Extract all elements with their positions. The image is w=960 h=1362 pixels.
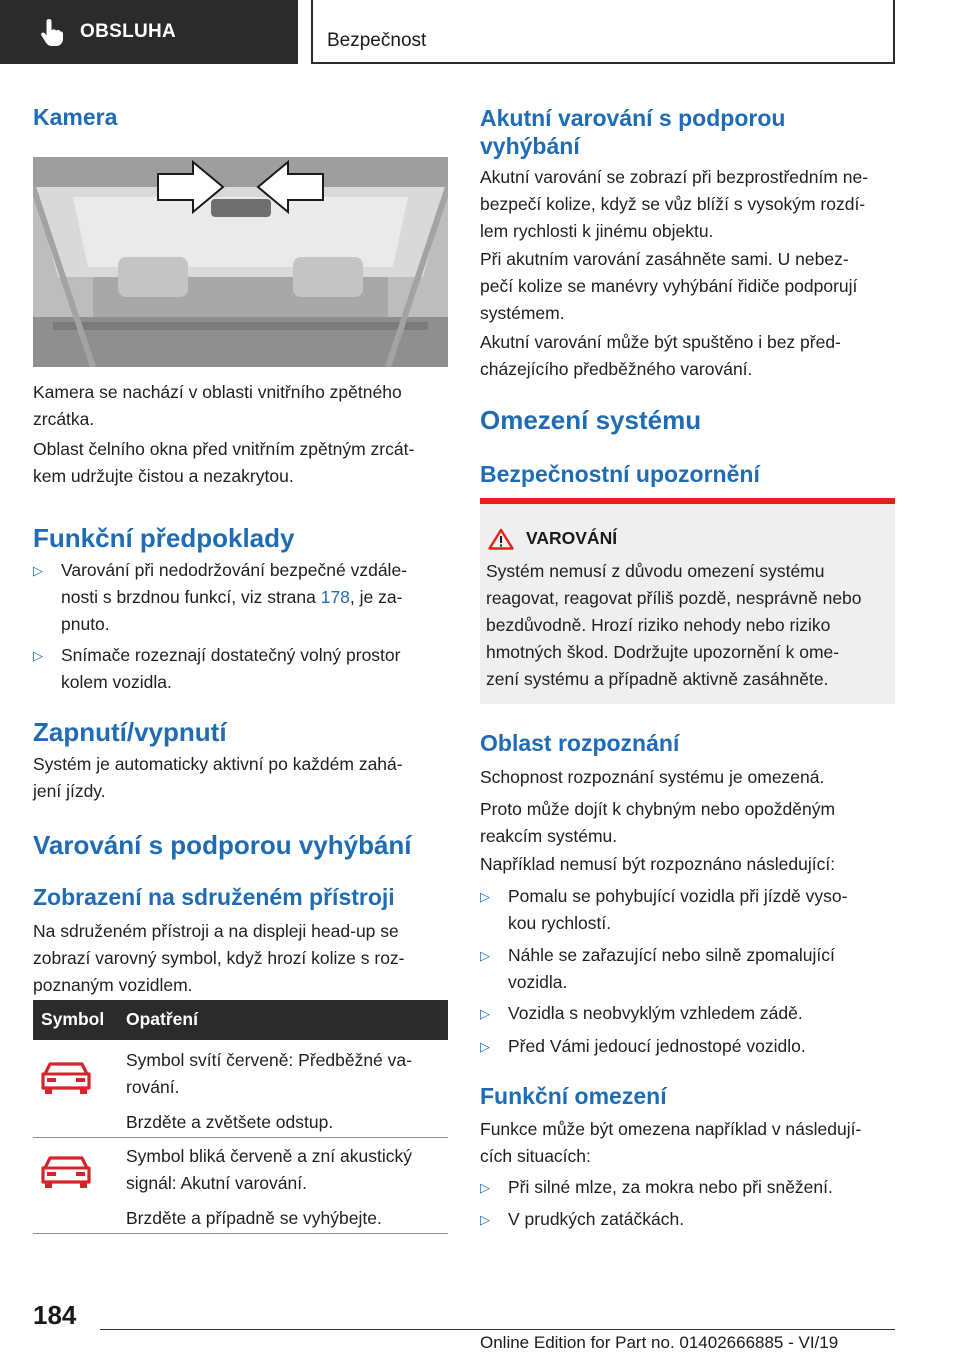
- list-item: [480, 1174, 895, 1201]
- warning-triangle-icon: [488, 528, 514, 550]
- triangle-bullet-icon: ▷: [33, 563, 43, 578]
- column-header-symbol: Symbol: [41, 1009, 105, 1029]
- detection-area-heading: Oblast rozpoznání: [480, 730, 680, 756]
- list-item: [480, 883, 895, 937]
- text-line: Snímače rozeznají dostatečný volný prostor: [61, 645, 401, 665]
- text-line: reakcím systému.: [480, 826, 618, 846]
- text-line: Kamera se nachází v oblasti vnitřního zpětného: [33, 382, 402, 402]
- list-item: [480, 1033, 895, 1060]
- text-line: zení systému a případně aktivně zasáhněte.: [486, 669, 829, 689]
- text-line: V prudkých zatáčkách.: [508, 1209, 685, 1229]
- text-line: Varování při nedodržování bezpečné vzdále-: [61, 560, 408, 580]
- text-line: kem udržujte čistou a nezakrytou.: [33, 466, 294, 486]
- column-header-action: Opatření: [126, 1009, 198, 1029]
- function-limits-heading: Funkční omezení: [480, 1083, 667, 1109]
- detection-paragraph-3: Například nemusí být rozpoznáno následující:: [480, 854, 836, 874]
- header-section-tab: [0, 0, 298, 64]
- text-line: vozidla.: [508, 972, 568, 992]
- triangle-bullet-icon: ▷: [480, 1180, 490, 1195]
- display-paragraph: [33, 918, 448, 999]
- text-line: poznaným vozidlem.: [33, 975, 193, 995]
- text-line: hmotných škod. Dodržujte upozornění k ome-: [486, 642, 840, 662]
- text-line: Na sdruženém přístroji a na displeji head-up se: [33, 921, 399, 941]
- page-number: 184: [33, 1300, 77, 1330]
- list-item: [480, 942, 895, 996]
- text-line: lem rychlosti k jinému objektu.: [480, 221, 714, 241]
- text-line: cházejícího předběžného varování.: [480, 359, 753, 379]
- text-line: zobrazí varovný symbol, když hrozí kolize s roz-: [33, 948, 405, 968]
- triangle-bullet-icon: ▷: [480, 948, 490, 963]
- display-heading: Zobrazení na sdruženém přístroji: [33, 884, 395, 910]
- text-line: jení jízdy.: [33, 781, 106, 801]
- acute-paragraph-2: [480, 246, 895, 327]
- text-line: Akutní varování může být spuštěno i bez před-: [480, 332, 841, 352]
- detection-paragraph-2: [480, 796, 895, 850]
- text-line: Náhle se zařazující nebo silně zpomalující: [508, 945, 835, 965]
- text-line: cích situacích:: [480, 1146, 591, 1166]
- text-line: Symbol bliká červeně a zní akustický: [126, 1146, 412, 1166]
- text-line: reagovat, reagovat příliš pozdě, nesprávně nebo: [486, 588, 862, 608]
- text-line: Symbol svítí červeně: Předběžné va-: [126, 1050, 412, 1070]
- text-line: Proto může dojít k chybným nebo opožděným: [480, 799, 836, 819]
- car-warning-icon: [40, 1058, 92, 1096]
- page-link[interactable]: 178: [320, 587, 350, 607]
- text-line: Při silné mlze, za mokra nebo při sněžení.: [508, 1177, 833, 1197]
- text-line: zrcátka.: [33, 409, 95, 429]
- camera-heading: Kamera: [33, 104, 118, 130]
- warning-title: VAROVÁNÍ: [526, 528, 618, 548]
- camera-paragraph-2: [33, 436, 448, 490]
- text-line: Brzděte a zvětšete odstup.: [126, 1112, 334, 1132]
- list-item: [480, 1000, 895, 1027]
- edition-footer: Online Edition for Part no. 01402666885 - VI/19: [480, 1333, 839, 1352]
- text-line: Pomalu se pohybující vozidla při jízdě vyso-: [508, 886, 848, 906]
- footer-divider: [100, 1329, 895, 1330]
- text-fragment: , je za-: [349, 587, 403, 607]
- acute-paragraph-3: [480, 329, 895, 383]
- text-line: [61, 584, 407, 611]
- text-line: Akutní varování se zobrazí při bezprostředním ne-: [480, 167, 869, 187]
- table-header: [33, 1000, 448, 1040]
- list-item: [33, 642, 448, 696]
- triangle-bullet-icon: ▷: [480, 1006, 490, 1021]
- text-line: vyhýbání: [480, 133, 580, 159]
- on-off-paragraph: [33, 751, 448, 805]
- detection-paragraph-1: Schopnost rozpoznání systému je omezená.: [480, 767, 825, 787]
- text-line: signál: Akutní varování.: [126, 1173, 307, 1193]
- text-line: Systém nemusí z důvodu omezení systému: [486, 561, 825, 581]
- text-line: Oblast čelního okna před vnitřním zpětným zrcát-: [33, 439, 415, 459]
- text-line: Vozidla s neobvyklým vzhledem zádě.: [508, 1003, 803, 1023]
- text-line: kolem vozidla.: [61, 672, 172, 692]
- safety-notes-heading: Bezpečnostní upozornění: [480, 461, 760, 487]
- table-row-2-action: [126, 1143, 448, 1232]
- header-chapter-label: Bezpečnost: [327, 30, 427, 51]
- text-line: Před Vámi jedoucí jednostopé vozidlo.: [508, 1036, 806, 1056]
- warning-text: [486, 558, 891, 693]
- text-line: Brzděte a případně se vyhýbejte.: [126, 1208, 382, 1228]
- camera-paragraph-1: [33, 379, 448, 433]
- warning-box: [480, 498, 895, 704]
- camera-photo: [33, 157, 448, 367]
- prerequisites-heading: Funkční předpoklady: [33, 523, 295, 553]
- function-limits-paragraph: [480, 1116, 895, 1170]
- list-item: [480, 1206, 895, 1233]
- text-line: bezdůvodně. Hrozí riziko nehody nebo riziko: [486, 615, 831, 635]
- text-line: rování.: [126, 1077, 180, 1097]
- text-line: systémem.: [480, 303, 565, 323]
- acute-warning-heading: [480, 104, 785, 160]
- triangle-bullet-icon: ▷: [480, 1039, 490, 1054]
- evade-warning-heading: Varování s podporou vyhýbání: [33, 830, 412, 860]
- table-row-1-action: [126, 1047, 448, 1136]
- on-off-heading: Zapnutí/vypnutí: [33, 717, 227, 747]
- header-chapter-box: [311, 0, 895, 64]
- text-line: bezpečí kolize, když se vůz blíží s vysokým rozdí-: [480, 194, 866, 214]
- system-limits-heading: Omezení systému: [480, 405, 702, 435]
- text-line: Systém je automaticky aktivní po každém zahá-: [33, 754, 403, 774]
- car-warning-icon: [40, 1152, 92, 1190]
- table-row-divider: [33, 1137, 448, 1138]
- text-line: pnuto.: [61, 614, 110, 634]
- text-line: kou rychlostí.: [508, 913, 612, 933]
- triangle-bullet-icon: ▷: [480, 1212, 490, 1227]
- hand-pointer-icon: [40, 17, 64, 47]
- header-section-label: OBSLUHA: [80, 21, 177, 42]
- triangle-bullet-icon: ▷: [33, 648, 43, 663]
- text-line: Při akutním varování zasáhněte sami. U nebez-: [480, 249, 849, 269]
- text-line: Funkce může být omezena například v následují-: [480, 1119, 862, 1139]
- text-fragment: nosti s brzdnou funkcí, viz strana: [61, 587, 321, 607]
- text-line: pečí kolize se manévry vyhýbání řidiče podporují: [480, 276, 858, 296]
- acute-paragraph-1: [480, 164, 895, 245]
- text-line: Akutní varování s podporou: [480, 105, 786, 131]
- triangle-bullet-icon: ▷: [480, 889, 490, 904]
- table-row-divider: [33, 1233, 448, 1234]
- list-item: [33, 557, 448, 638]
